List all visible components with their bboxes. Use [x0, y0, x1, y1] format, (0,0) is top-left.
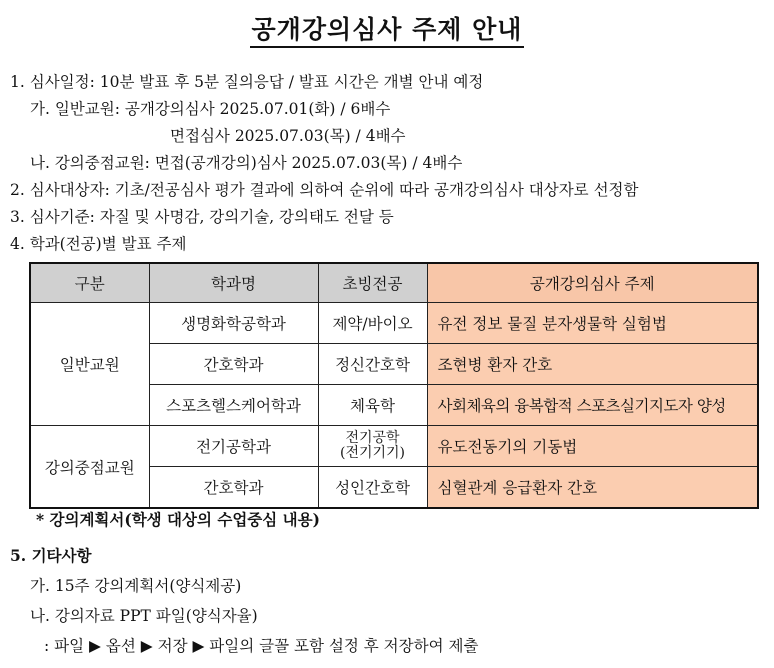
header-topic: 공개강의심사 주제 — [427, 263, 758, 303]
misc-item-ppt: 나. 강의자료 PPT 파일(양식자율) — [30, 607, 258, 625]
candidates-line: 2. 심사대상자: 기초/전공심사 평가 결과에 의하여 순위에 따라 공개강의심사 대상자로 선정함 — [10, 181, 639, 199]
criteria-line: 3. 심사기준: 자질 및 사명감, 강의기술, 강의태도 전달 등 — [10, 208, 394, 226]
major-line-sub: (전기기기) — [339, 445, 406, 461]
department-cell: 생명화학공학과 — [149, 303, 318, 344]
major-cell: 제약/바이오 — [318, 303, 427, 344]
page-title: 공개강의심사 주제 안내 — [0, 10, 774, 46]
header-department: 학과명 — [149, 263, 318, 303]
table-row — [30, 303, 758, 344]
misc-heading: 5. 기타사항 — [10, 546, 92, 565]
misc-item-syllabus: 가. 15주 강의계획서(양식제공) — [30, 577, 242, 595]
major-cell: 정신간호학 — [318, 344, 427, 385]
department-cell: 스포츠헬스케어학과 — [149, 385, 318, 426]
topic-cell: 사회체육의 융복합적 스포츠실기지도자 양성 — [427, 385, 758, 426]
header-major: 초빙전공 — [318, 263, 427, 303]
schedule-general-faculty: 가. 일반교원: 공개강의심사 2025.07.01(화) / 6배수 — [30, 100, 391, 118]
major-line: 전기공학 — [345, 430, 400, 446]
topic-cell: 심혈관계 응급환자 간호 — [427, 467, 758, 509]
department-cell: 간호학과 — [149, 467, 318, 509]
topics-table — [29, 262, 759, 509]
major-cell: 성인간호학 — [318, 467, 427, 509]
topics-heading: 4. 학과(전공)별 발표 주제 — [10, 235, 187, 253]
table-header-row — [30, 263, 758, 303]
category-cell: 강의중점교원 — [30, 426, 149, 509]
major-cell: 체육학 — [318, 385, 427, 426]
table-row — [30, 426, 758, 467]
header-category: 구분 — [30, 263, 149, 303]
topic-cell: 유도전동기의 기동법 — [427, 426, 758, 467]
category-cell: 일반교원 — [30, 303, 149, 426]
major-cell — [318, 426, 427, 467]
topic-cell: 유전 정보 물질 분자생물학 실험법 — [427, 303, 758, 344]
department-cell: 간호학과 — [149, 344, 318, 385]
topic-cell: 조현병 환자 간호 — [427, 344, 758, 385]
misc-item-save-instructions: : 파일 ▶ 옵션 ▶ 저장 ▶ 파일의 글꼴 포함 설정 후 저장하여 제출 — [44, 637, 479, 655]
schedule-line: 1. 심사일정: 10분 발표 후 5분 질의응답 / 발표 시간은 개별 안내 예정 — [10, 73, 484, 91]
syllabus-note: * 강의계획서(학생 대상의 수업중심 내용) — [36, 510, 320, 529]
schedule-teaching-faculty: 나. 강의중점교원: 면접(공개강의)심사 2025.07.03(목) / 4배수 — [30, 154, 463, 172]
schedule-interview: 면접심사 2025.07.03(목) / 4배수 — [170, 127, 406, 145]
department-cell: 전기공학과 — [149, 426, 318, 467]
